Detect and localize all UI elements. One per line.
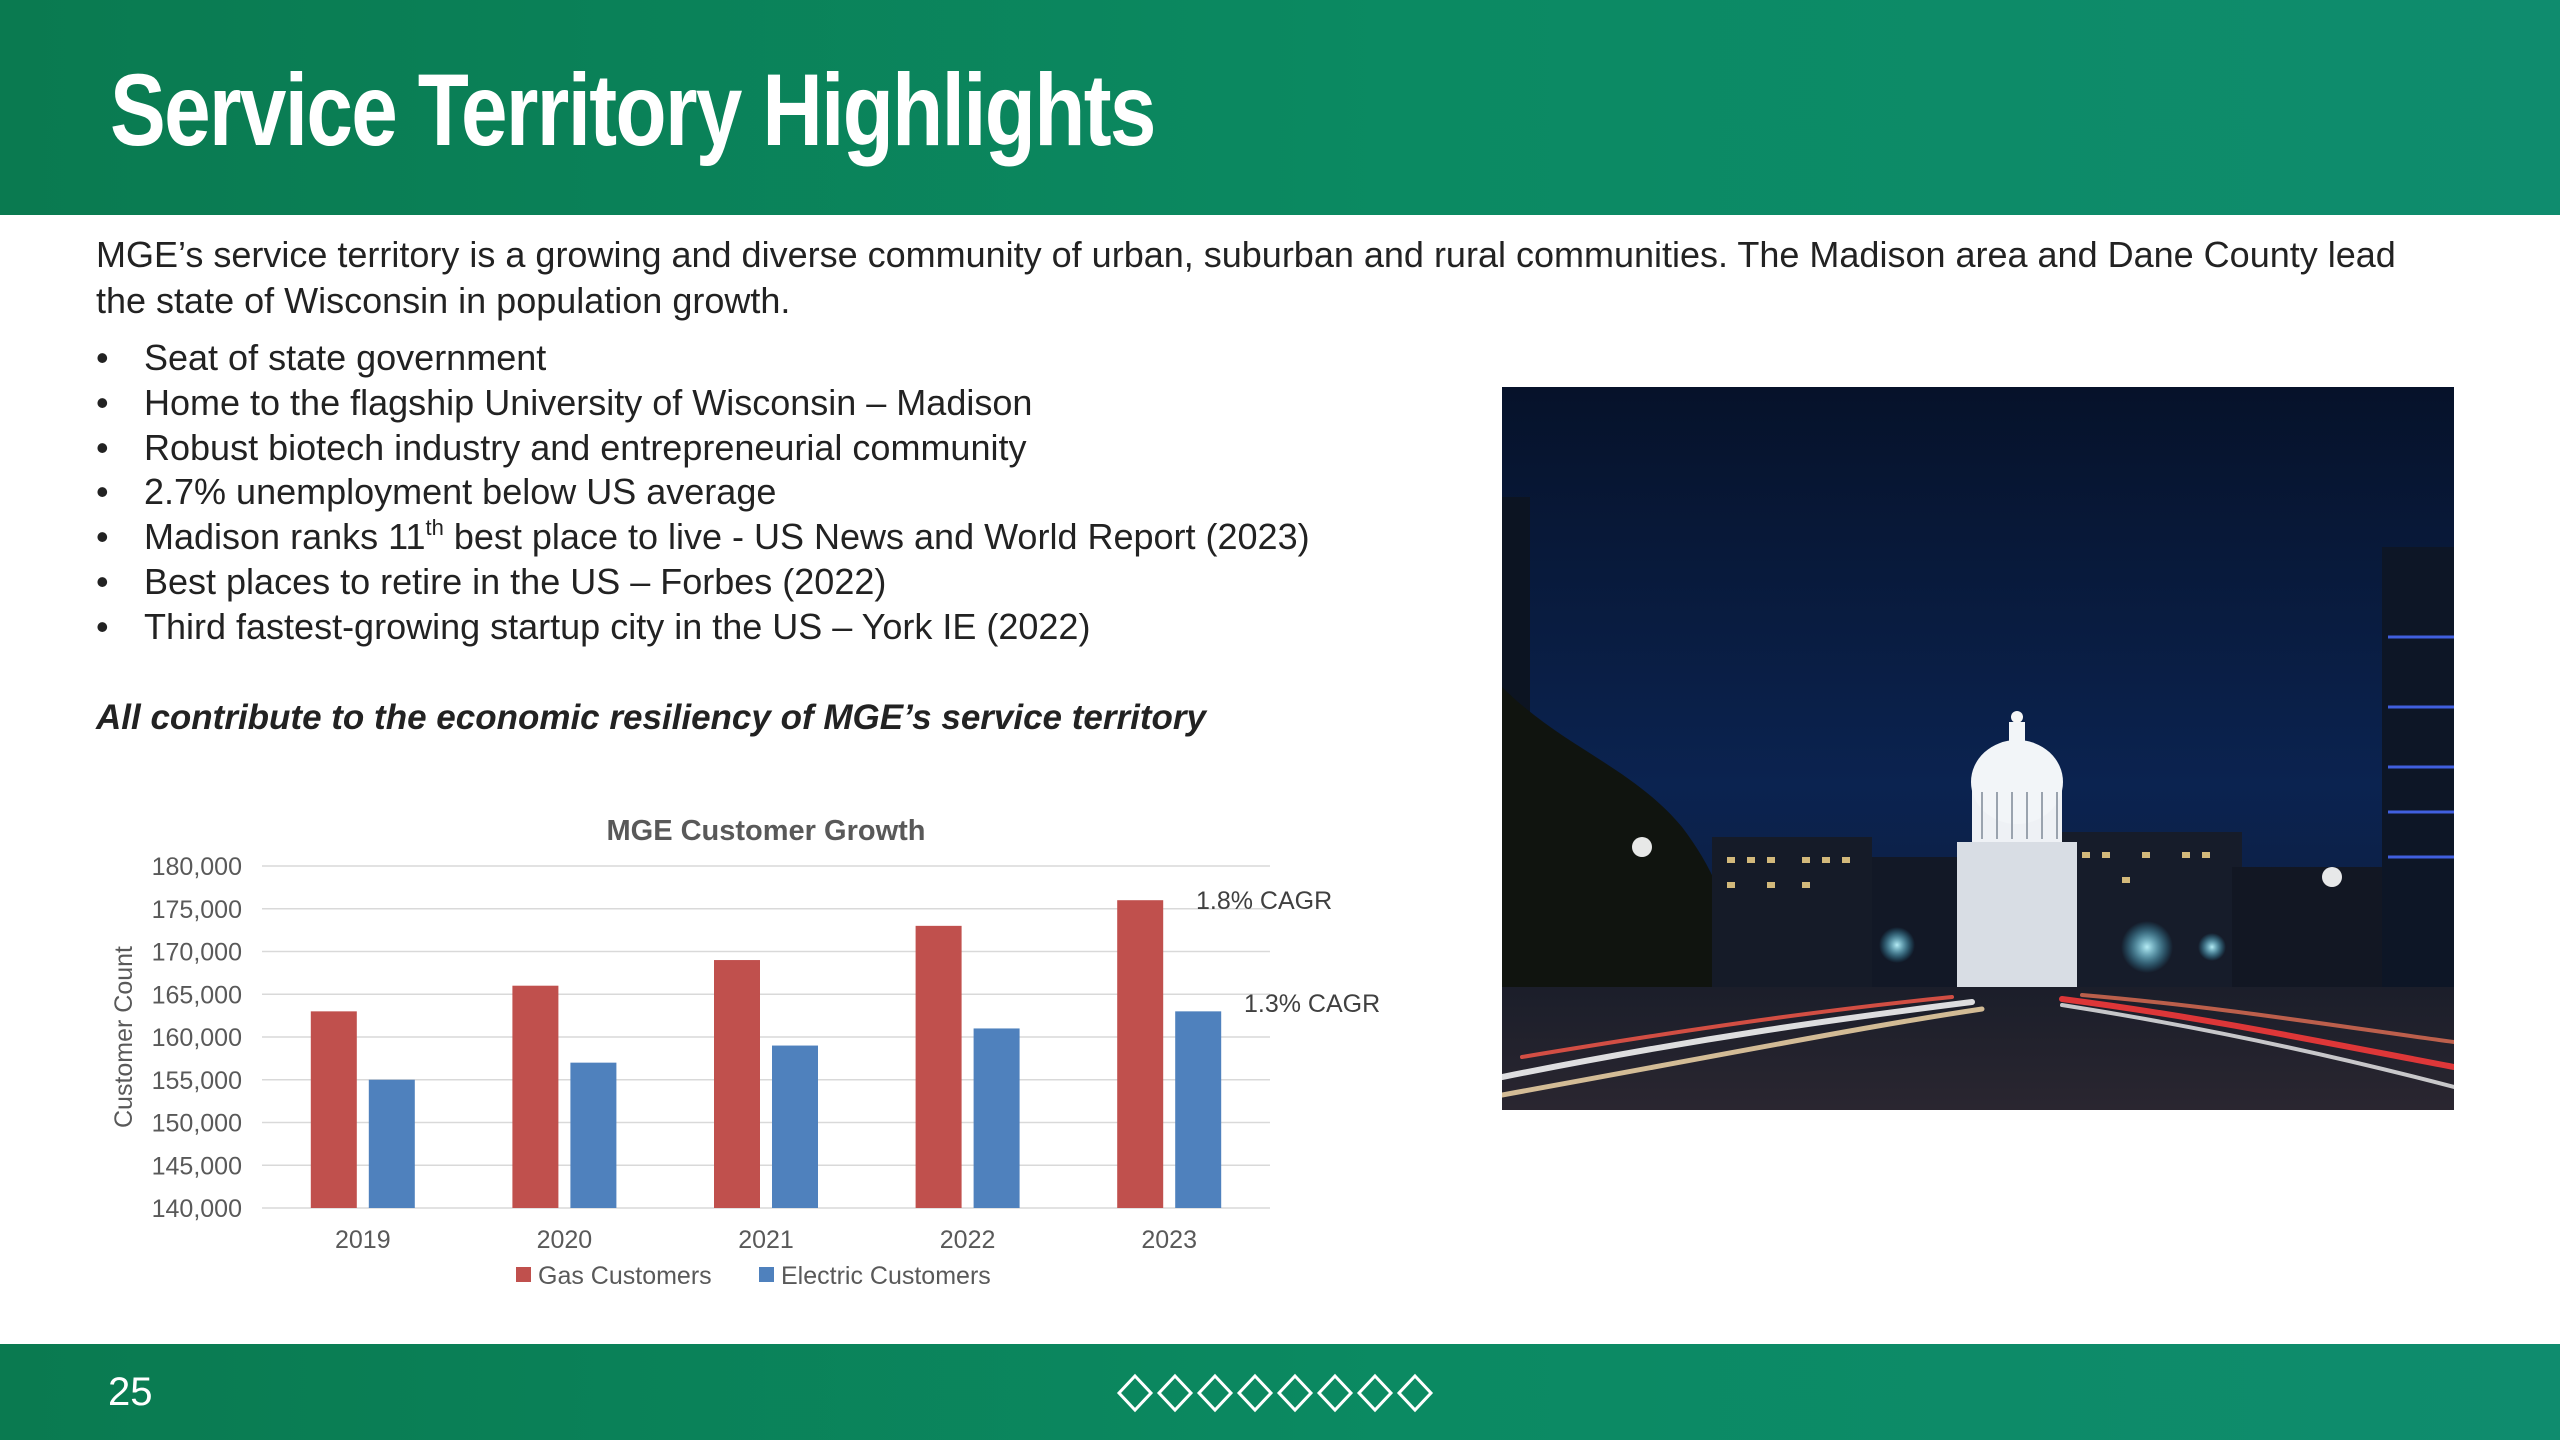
customer-growth-chart [96,800,1416,1310]
list-item-suffix: best place to live - US News and World Report (2023) [453,516,1310,558]
page-number: 25 [108,1370,153,1414]
x-tick-label: 2023 [1141,1226,1198,1254]
bar-gas [714,960,760,1208]
bar-gas [311,1011,357,1208]
y-tick-label: 140,000 [151,1195,242,1223]
list-item [96,515,1310,560]
bar-gas [916,926,962,1208]
bar-electric [772,1046,818,1208]
legend-label: Gas Customers [538,1262,712,1290]
y-axis-label: Customer Count [110,945,138,1129]
legend-swatch [759,1267,774,1282]
bar-gas [512,986,558,1208]
bar-electric [974,1028,1020,1208]
chart-title: MGE Customer Growth [606,815,926,847]
y-tick-label: 165,000 [151,981,242,1010]
x-tick-label: 2020 [536,1226,593,1254]
bar-electric [1175,1011,1221,1208]
x-tick-label: 2022 [939,1226,996,1254]
highlights-list [96,336,1310,650]
list-item: • Third fastest-growing startup city in the US – York IE (2022) [96,605,1310,650]
city-night-photo [1502,387,2454,1110]
list-item-prefix: Madison ranks 11 [144,516,426,558]
list-item: • Best places to retire in the US – Forbes (2022) [96,560,1310,605]
page-title: Service Territory Highlights [110,53,1155,167]
list-item: • 2.7% unemployment below US average [96,470,1310,515]
bar-gas [1117,900,1163,1208]
cagr-annotation-gas: 1.8% CAGR [1196,887,1333,915]
diamond-row-icon [1116,1372,1446,1414]
x-tick-label: 2019 [334,1226,391,1254]
x-tick-label: 2021 [738,1226,794,1254]
chart-canvas [96,800,1416,1310]
bar-electric [369,1080,415,1208]
legend-swatch [516,1267,531,1282]
y-tick-label: 175,000 [151,895,242,924]
intro-paragraph: MGE’s service territory is a growing and diverse community of urban, suburban and rural communities. The Madison area and Dane County lead the state of Wisconsin in population growth. [96,234,2396,321]
y-tick-label: 170,000 [151,938,242,967]
bar-electric [570,1063,616,1208]
y-tick-label: 155,000 [151,1066,242,1095]
y-tick-label: 180,000 [151,853,242,881]
y-tick-label: 150,000 [151,1109,242,1138]
emphasis-statement: All contribute to the economic resiliency of MGE’s service territory [96,698,1206,737]
list-item: • Seat of state government [96,336,1310,381]
capitol-night-image [1502,387,2454,1110]
legend-label: Electric Customers [781,1262,991,1290]
y-tick-label: 160,000 [151,1024,242,1052]
y-tick-label: 145,000 [151,1152,242,1181]
list-item: • Robust biotech industry and entrepreneurial community [96,426,1310,471]
list-item-superscript: th [425,515,444,541]
list-item: • Home to the flagship University of Wisconsin – Madison [96,381,1310,426]
cagr-annotation-electric: 1.3% CAGR [1244,990,1381,1018]
